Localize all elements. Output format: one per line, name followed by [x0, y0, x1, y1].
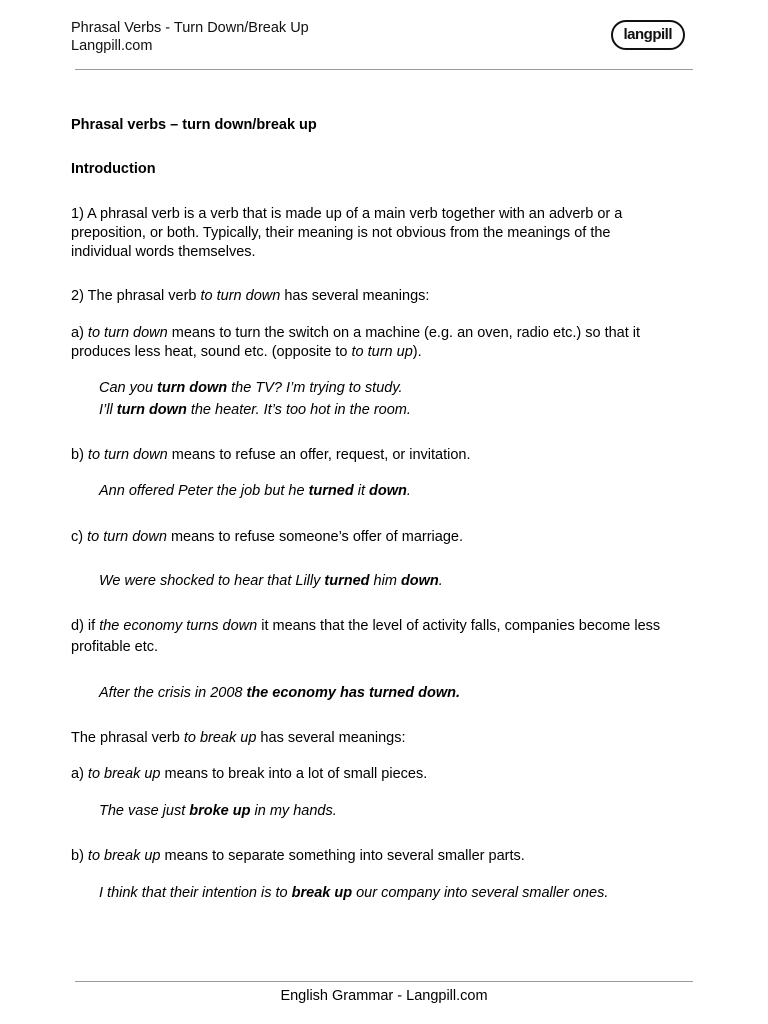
page-footer: English Grammar - Langpill.com — [280, 988, 488, 1004]
header-divider — [75, 69, 693, 70]
turn-down-meaning-c: c) to turn down means to refuse someone’s offer of marriage. — [71, 529, 463, 545]
turn-down-example-d: After the crisis in 2008 the economy has turned down. — [99, 685, 460, 701]
header-title: Phrasal Verbs - Turn Down/Break Up — [71, 20, 309, 36]
footer-divider — [75, 981, 693, 982]
break-up-intro: The phrasal verb to break up has several meanings: — [71, 730, 406, 746]
break-up-example-a: The vase just broke up in my hands. — [99, 803, 337, 819]
paragraph-1-line-3: individual words themselves. — [71, 244, 256, 260]
paragraph-2: 2) The phrasal verb to turn down has several meanings: — [71, 288, 430, 304]
turn-down-meaning-b: b) to turn down means to refuse an offer, request, or invitation. — [71, 447, 471, 463]
turn-down-example-a-1: Can you turn down the TV? I’m trying to study. — [99, 380, 403, 396]
page-header — [71, 18, 693, 58]
turn-down-meaning-a-line-2: produces less heat, sound etc. (opposite to to turn up). — [71, 344, 422, 360]
header-site-name: Langpill.com — [71, 38, 153, 54]
paragraph-1-line-1: 1) A phrasal verb is a verb that is made up of a main verb together with an adverb or a — [71, 206, 623, 222]
turn-down-example-a-2: I’ll turn down the heater. It’s too hot in the room. — [99, 402, 411, 418]
break-up-meaning-b: b) to break up means to separate something into several smaller parts. — [71, 848, 525, 864]
langpill-logo: langpill — [611, 20, 686, 50]
break-up-meaning-a: a) to break up means to break into a lot of small pieces. — [71, 766, 428, 782]
break-up-example-b: I think that their intention is to break up our company into several smaller ones. — [99, 885, 609, 901]
turn-down-example-b: Ann offered Peter the job but he turned it down. — [99, 483, 411, 499]
turn-down-meaning-d-line-1: d) if the economy turns down it means that the level of activity falls, companies become less — [71, 618, 661, 634]
turn-down-meaning-a-line-1: a) to turn down means to turn the switch on a machine (e.g. an oven, radio etc.) so that it — [71, 325, 641, 341]
introduction-heading: Introduction — [71, 161, 156, 177]
document-title: Phrasal verbs – turn down/break up — [71, 117, 317, 133]
paragraph-1-line-2: preposition, or both. Typically, their meaning is not obvious from the meanings of the — [71, 225, 611, 241]
turn-down-meaning-d-line-2: profitable etc. — [71, 639, 159, 655]
turn-down-example-c: We were shocked to hear that Lilly turned him down. — [99, 573, 443, 589]
